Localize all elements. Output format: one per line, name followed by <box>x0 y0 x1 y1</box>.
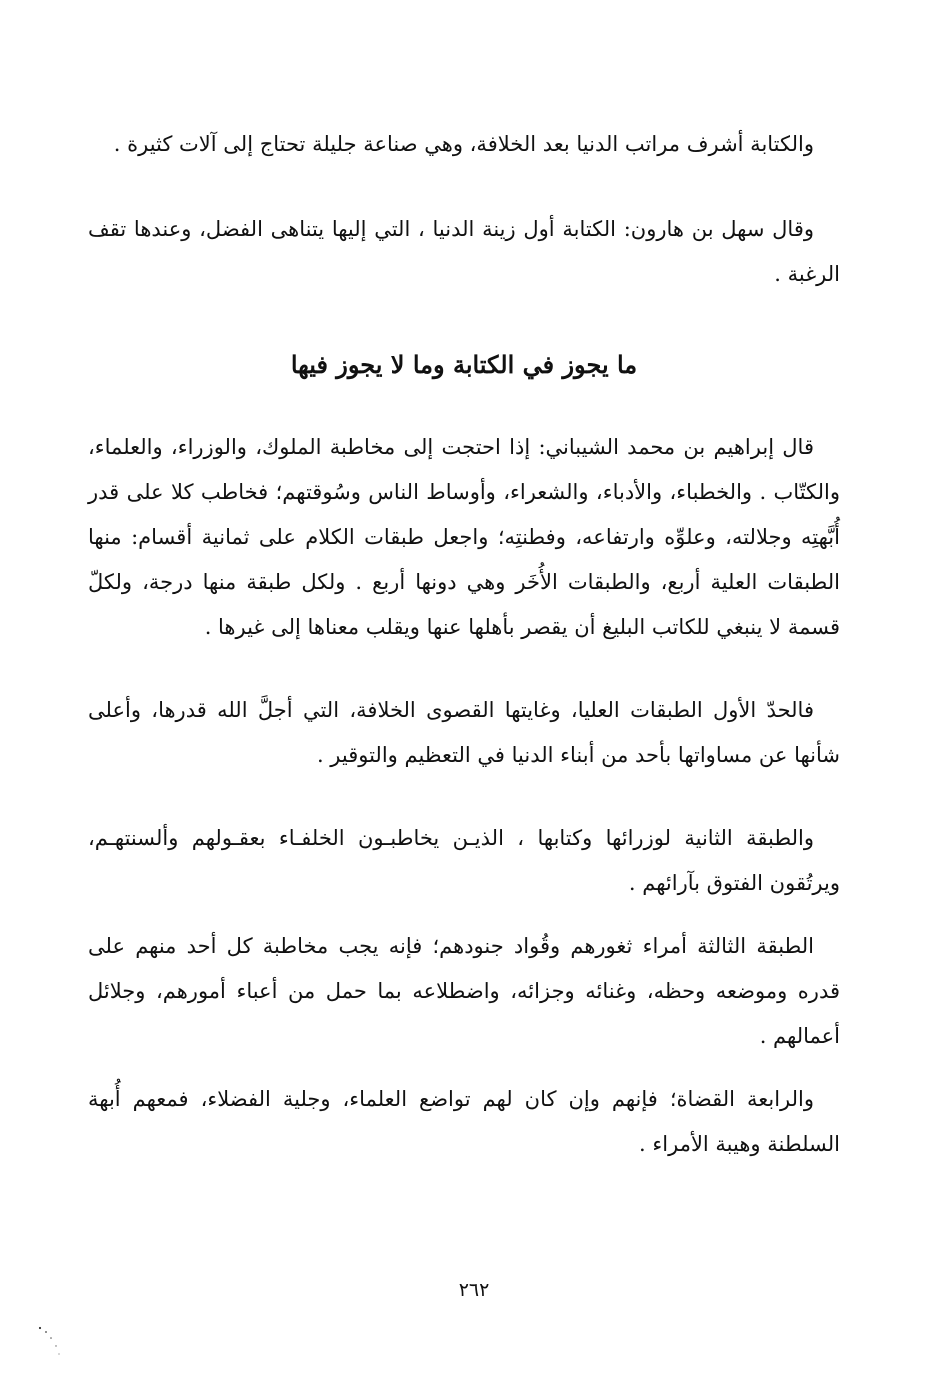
paragraph-sahl-quote: وقال سهل بن هارون: الكتابة أول زينة الدنيا ، التي إليها يتناهى الفضل، وعندها تقف الرغبة . <box>88 217 840 286</box>
paragraph-second-class: والطبقة الثانية لوزرائها وكتابها ، الذيـن يخاطبـون الخلفـاء بعقـولهم وألسنتهـم، ويرتُقون الفتوق بآرائهم . <box>88 826 840 895</box>
scan-speck-marks <box>34 1322 64 1362</box>
paragraph-first-class: فالحدّ الأول الطبقات العليا، وغايتها القصوى الخلافة، التي أجلَّ الله قدرها، وأعلى شأنها عن مساواتها بأحد من أبناء الدنيا في التعظيم والتوقير . <box>88 698 840 767</box>
section-heading: ما يجوز في الكتابة وما لا يجوز فيها <box>290 350 638 379</box>
paragraph-fourth-class: والرابعة القضاة؛ فإنهم وإن كان لهم تواضع العلماء، وجلية الفضلاء، فمعهم أُبهة السلطنة وهيبة الأمراء . <box>88 1087 840 1156</box>
page-number: ٢٦٢ <box>458 1279 490 1301</box>
paragraph-shaybani-quote: قال إبراهيم بن محمد الشيباني: إذا احتجت إلى مخاطبة الملوك، والوزراء، والعلماء، والكتّاب . والخطباء، والأدباء، والشعراء، وأوساط الناس وسُوقتهم؛ فخاطب كلا على قدر أُبَّهتِه وجلالته، وعلوِّه وارتفاعه، وفطنتِه؛ واجعل طبقات الكلام على ثمانية أقسام: منها الطبقات العلية أربع، والطبقات الأُخَر وهي دونها أربع . ولكل طبقة منها درجة، ولكلّ قسمة لا ينبغي للكاتب البليغ أن يقصر بأهلها عنها ويقلب معناها إلى غيرها . <box>88 435 840 639</box>
paragraph-third-class: الطبقة الثالثة أمراء ثغورهم وقُواد جنودهم؛ فإنه يجب مخاطبة كل أحد منهم على قدره وموضعه وحظه، وغنائه وجزائه، واضطلاعه بما حمل من أعباء أمورهم، وجلائل أعمالهم . <box>88 934 840 1048</box>
page-body <box>88 122 840 1282</box>
paragraph-writing-rank: والكتابة أشرف مراتب الدنيا بعد الخلافة، وهي صناعة جليلة تحتاج إلى آلات كثيرة . <box>113 132 814 156</box>
